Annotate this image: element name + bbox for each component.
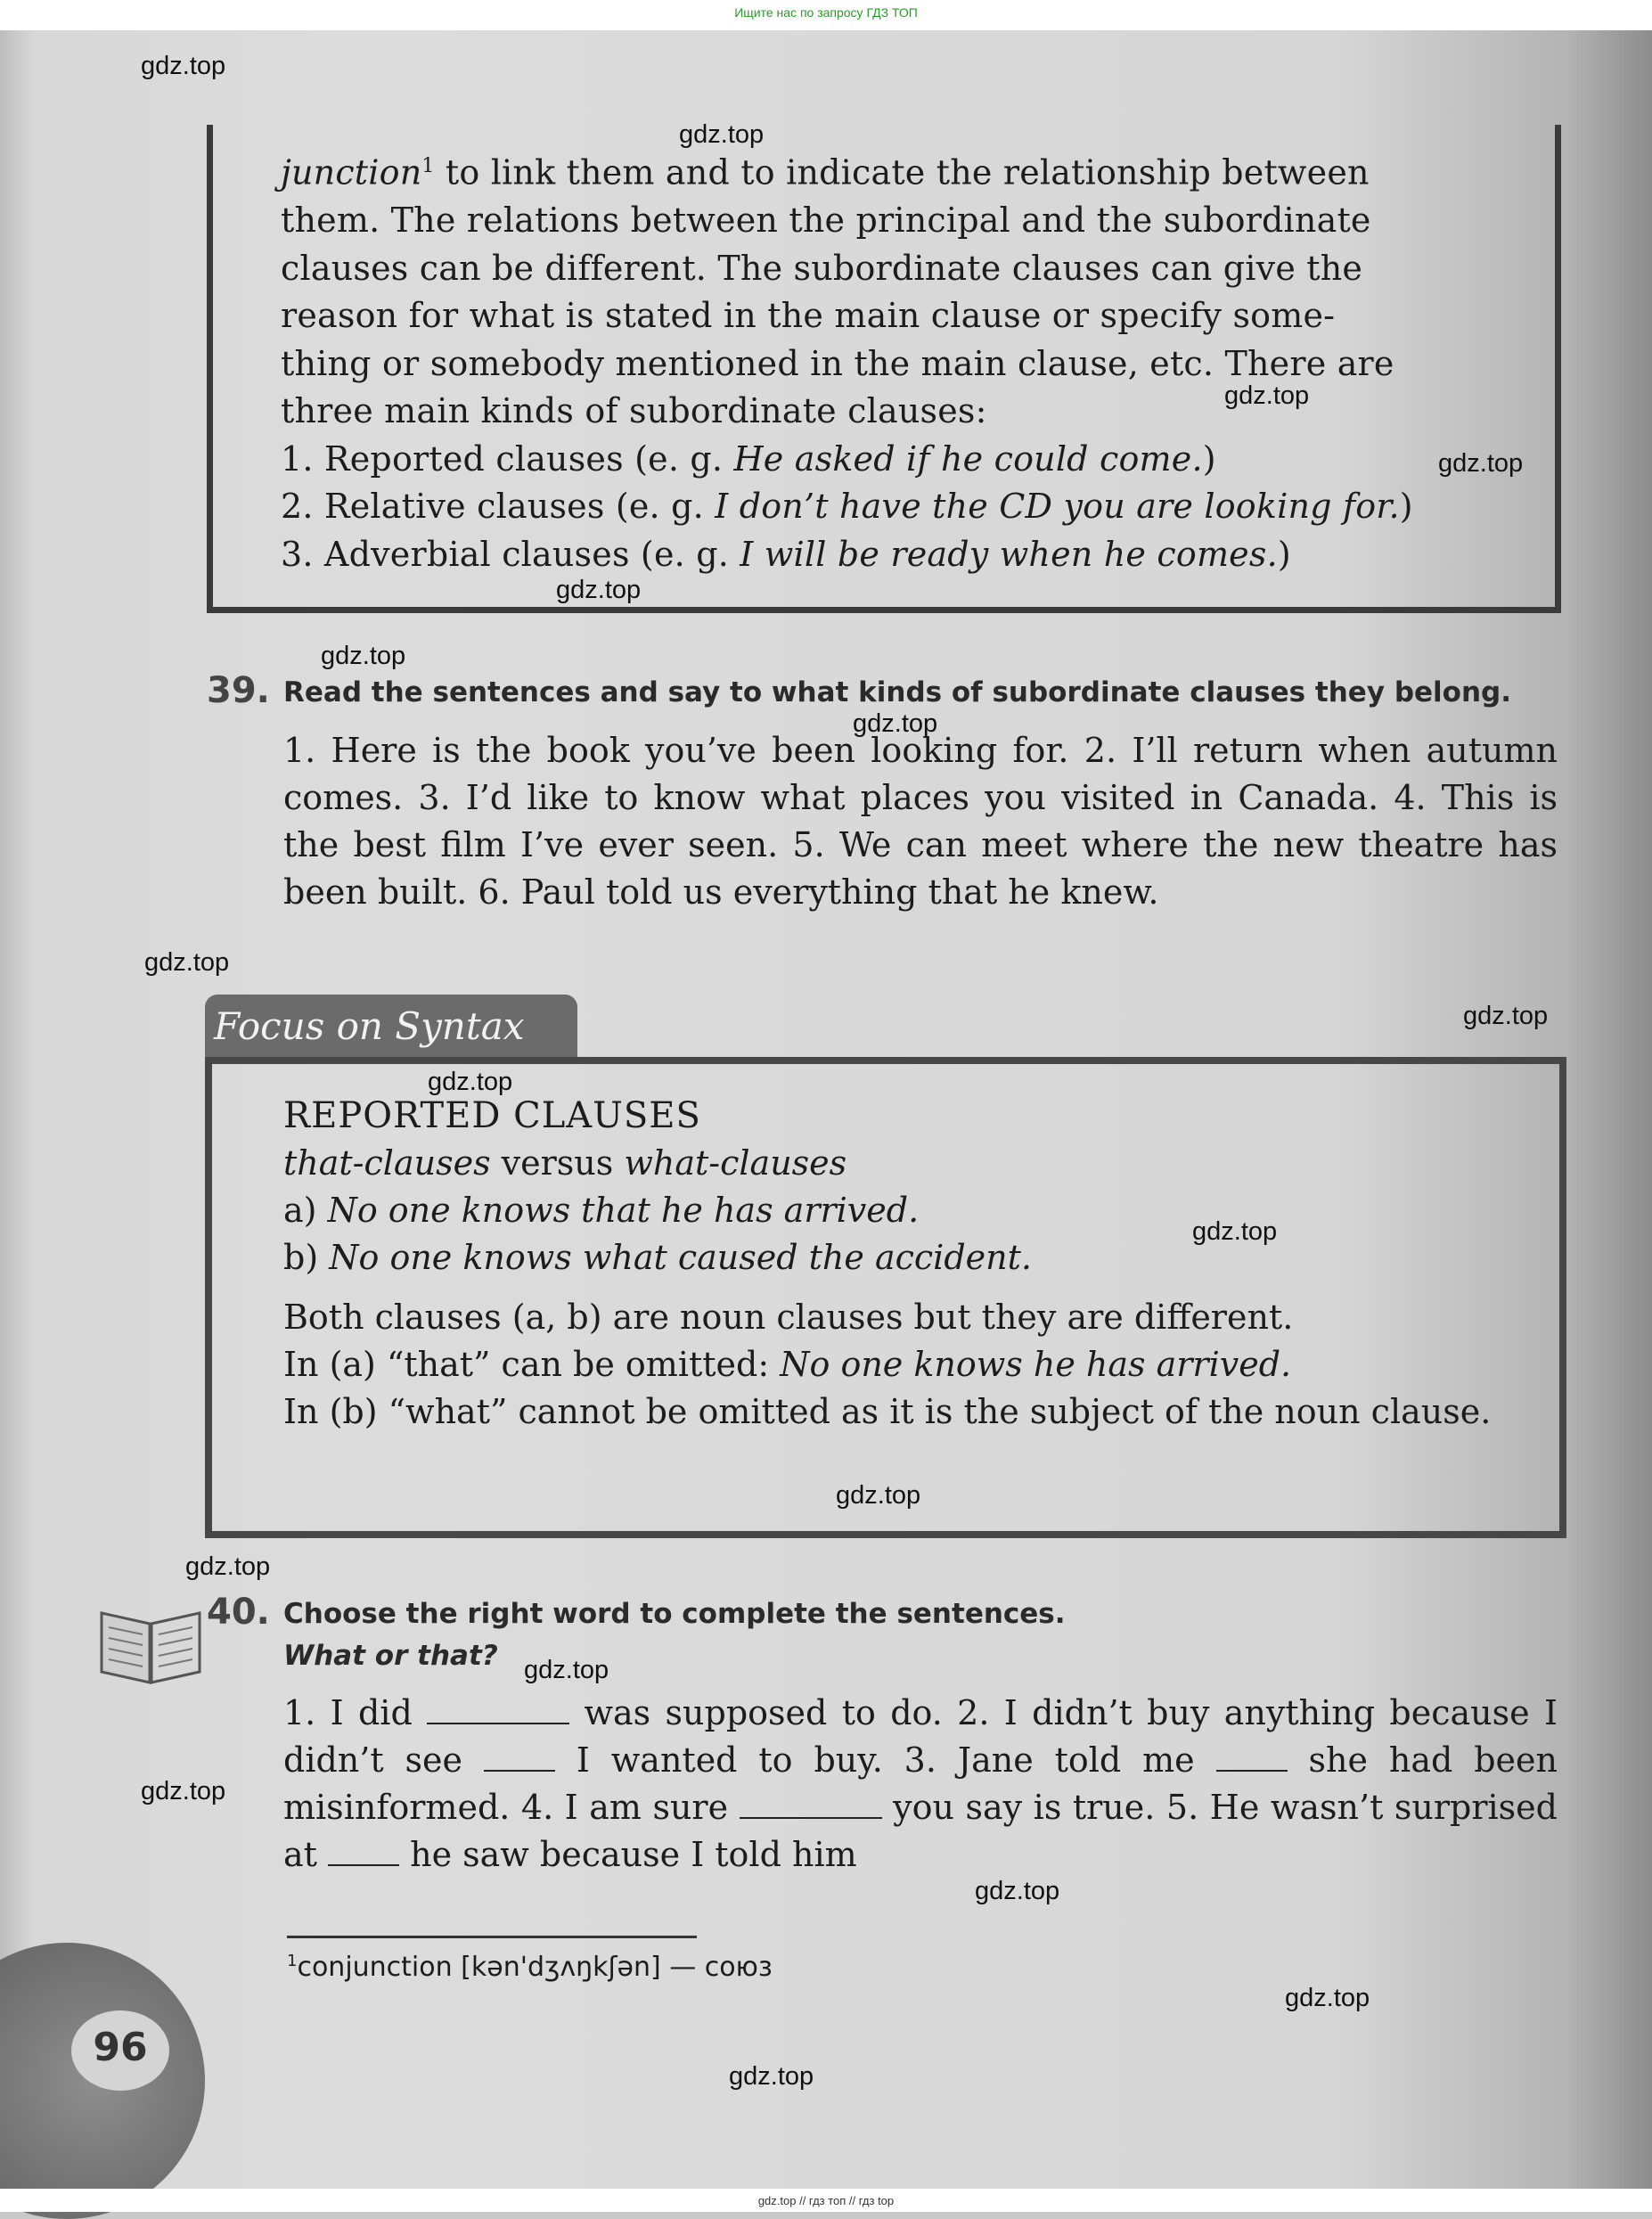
footnote-ref: 1	[421, 155, 435, 177]
focus-note-2: In (a) “that” can be omitted: No one knows he has arrived.	[283, 1345, 1292, 1384]
focus-on-syntax-text	[283, 1093, 1566, 1436]
focus-subheading: that-clauses versus what-clauses	[283, 1143, 847, 1183]
exercise-39-instruction: Read the sentences and say to what kinds of subordinate clauses they belong.	[283, 676, 1512, 708]
watermark: gdz.top	[975, 1877, 1060, 1905]
rule-line: thing or somebody mentioned in the main clause, etc. There are	[281, 343, 1394, 383]
answer-blank[interactable]	[328, 1838, 399, 1866]
answer-blank[interactable]	[484, 1743, 555, 1772]
focus-on-syntax-tab: Focus on Syntax	[205, 995, 577, 1059]
watermark: gdz.top	[141, 1777, 226, 1805]
exercise-40-subinstruction: What or that?	[283, 1640, 498, 1672]
exercise-40-text: 1. I did was supposed to do. 2. I didn’t buy anything because I didn’t see I wanted to buy. 3. Jane told me she had been misinformed. 4. I am sure you say is true. 5. He wasn’t surprised at he saw because I told him	[283, 1693, 1558, 1874]
watermark: gdz.top	[836, 1481, 921, 1510]
focus-example-b: b) No one knows what caused the accident.	[283, 1238, 1032, 1277]
exercise-40-instruction: Choose the right word to complete the sentences.	[283, 1598, 1066, 1630]
watermark: gdz.top	[853, 709, 938, 738]
rule-line: to link them and to indicate the relationship between	[434, 152, 1370, 192]
watermark: gdz.top	[1438, 449, 1524, 478]
header-link[interactable]: Ищите нас по запросу ГДЗ ТОП	[734, 5, 918, 20]
watermark: gdz.top	[679, 120, 765, 149]
watermark: gdz.top	[144, 948, 230, 977]
rule-term: junction	[281, 152, 422, 192]
top-banner	[0, 0, 1652, 30]
focus-note-1: Both clauses (a, b) are noun clauses but they are different.	[283, 1298, 1294, 1337]
rule-item: 3. Adverbial clauses (e. g. I will be ready when he comes.)	[281, 534, 1291, 574]
answer-blank[interactable]	[740, 1790, 882, 1819]
watermark: gdz.top	[556, 576, 642, 604]
grammar-rule-text	[281, 143, 1561, 578]
footnote: $^1$conjunction [kən'dʒʌŋkʃən] — союз	[287, 1952, 773, 1983]
rule-item: 1. Reported clauses (e. g. He asked if he could come.)	[281, 438, 1216, 479]
answer-blank[interactable]	[427, 1696, 569, 1724]
focus-heading: REPORTED CLAUSES	[283, 1095, 701, 1136]
watermark: gdz.top	[1224, 381, 1310, 410]
rule-line: three main kinds of subordinate clauses:	[281, 391, 987, 431]
focus-example-a: a) No one knows that he has arrived.	[283, 1191, 920, 1230]
exercise-39-text: 1. Here is the book you’ve been looking for. 2. I’ll return when autumn comes. 3. I’d like to know what places you visited in Canada. 4. This is the best film I’ve ever seen. 5. We can meet where the new theatre has been built. 6. Paul told us everything that he knew.	[283, 731, 1558, 912]
book-icon	[98, 1597, 203, 1686]
exercise-40-number: 40.	[207, 1592, 270, 1633]
watermark: gdz.top	[1192, 1217, 1278, 1246]
footnote-divider	[287, 1936, 697, 1938]
page-number: 96	[93, 2025, 148, 2070]
watermark: gdz.top	[141, 52, 226, 80]
exercise-39-number: 39.	[207, 670, 270, 711]
answer-blank[interactable]	[1216, 1743, 1288, 1772]
rule-line: clauses can be different. The subordinate clauses can give the	[281, 248, 1363, 288]
watermark: gdz.top	[729, 2062, 814, 2091]
watermark: gdz.top	[428, 1068, 513, 1096]
watermark: gdz.top	[524, 1656, 609, 1684]
rule-line: reason for what is stated in the main clause or specify some-	[281, 296, 1336, 336]
rule-line: them. The relations between the principal and the subordinate	[281, 201, 1371, 241]
watermark: gdz.top	[185, 1552, 271, 1581]
watermark: gdz.top	[1463, 1002, 1549, 1030]
watermark: gdz.top	[321, 642, 406, 670]
rule-item: 2. Relative clauses (e. g. I don’t have the CD you are looking for.)	[281, 487, 1413, 527]
footer-link[interactable]: gdz.top // гдз топ // гдз top	[757, 2194, 895, 2207]
watermark: gdz.top	[1285, 1984, 1370, 2012]
bottom-banner	[0, 2189, 1652, 2212]
focus-note-3: In (b) “what” cannot be omitted as it is the subject of the noun clause.	[283, 1392, 1492, 1431]
